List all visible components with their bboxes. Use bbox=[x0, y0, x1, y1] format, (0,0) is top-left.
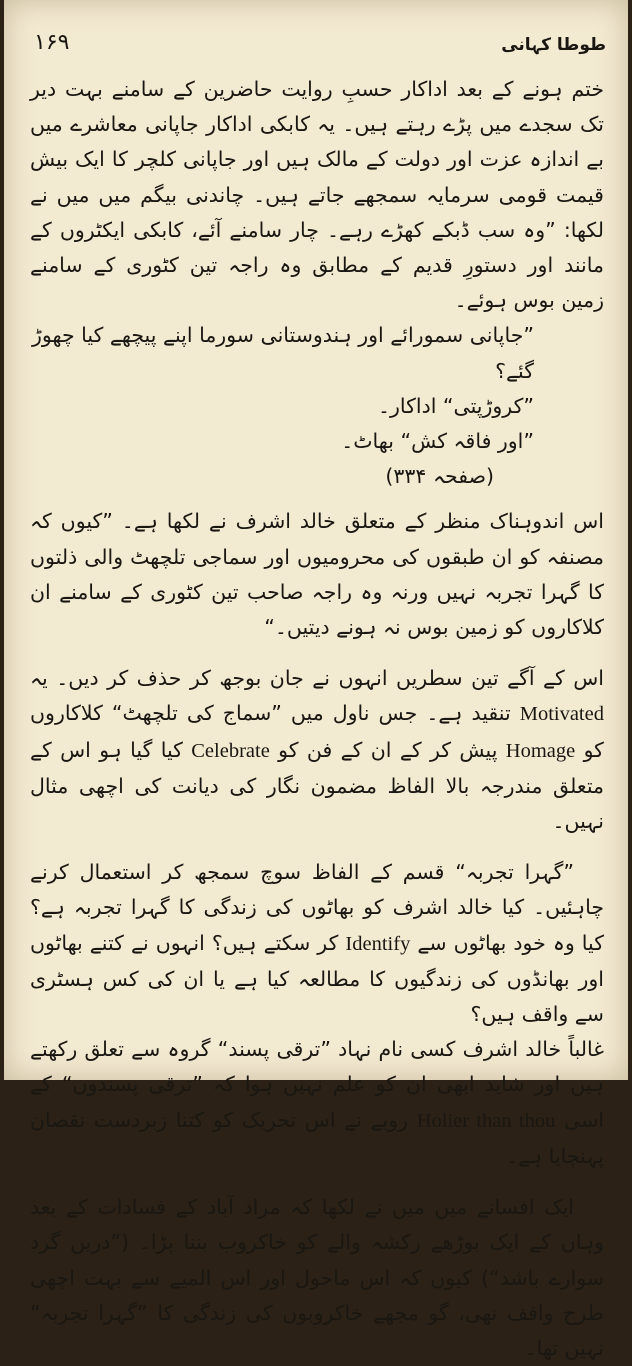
paragraph-4-part-b: کر سکتے ہیں؟ انہوں نے کتنے بھاٹوں اور بھانڈوں کی زندگیوں کا مطالعہ کیا ہے یا ان کی کس ہسٹری سے واقف ہیں؟ bbox=[30, 930, 604, 1027]
english-term-homage: Homage bbox=[505, 739, 576, 762]
paragraph-3-part-b: تنقید ہے۔ جس ناول میں ”سماج کی تلچھٹ“ کلاکاروں کو bbox=[30, 701, 604, 762]
paragraph-1: ختم ہونے کے بعد اداکار حسبِ روایت حاضرین کے سامنے بہت دیر تک سجدے میں پڑے رہتے ہیں۔ یہ کابکی اداکار جاپانی معاشرے میں بے اندازہ عزت اور دولت کے مالک ہیں اور جاپانی کلچر کا ایک بیش قیمت قومی سرمایہ سمجھے جاتے ہیں۔ چاندنی بیگم میں میں نے لکھا: ”وہ سب ڈبکے کھڑے رہے۔ چار سامنے آئے، کابکی ایکٹروں کے مانند اور دستورِ قدیم کے مطابق وہ راجہ تین کٹوری کے سامنے زمین بوس ہوئے۔ bbox=[30, 77, 604, 313]
english-term-identify: Identify bbox=[345, 932, 411, 955]
paragraph-5 bbox=[30, 1032, 604, 1174]
paragraph-4 bbox=[30, 855, 604, 1032]
english-term-celebrate: Celebrate bbox=[191, 739, 270, 762]
paragraph-5-part-a: غالباً خالد اشرف کسی نام نہاد ”ترقی پسند“ گروہ سے تعلق رکھتے ہیں اور شاید ابھی ان کو علم نہیں ہوا کہ ”ترقی پسندوں“ کے اسی bbox=[30, 1037, 604, 1132]
body-text bbox=[30, 72, 604, 1366]
paragraph-2: اس اندوہناک منظر کے متعلق خالد اشرف نے لکھا ہے۔ ”کیوں کہ مصنفہ کو ان طبقوں کی محرومیوں اور سماجی تلچھٹ والی ذلتوں کا گہرا تجربہ نہیں ورنہ وہ راجہ صاحب تین کٹوری کے سامنے ان کلاکاروں کو زمین بوس نہ ہونے دیتیں۔“ bbox=[30, 509, 604, 640]
paragraph-6: ایک افسانے میں میں نے لکھا کہ مراد آباد کے فسادات کے بعد وہاں کے ایک بوڑھے رکشہ والے کو خاکروب بننا پڑا۔ (”دریں گرد سوارے باشد“) کیوں کہ اس ماحول اور اس المیے سے بہت اچھی طرح واقف تھی، گو مجھے خاکروبوں کی زندگی کا ”گہرا تجربہ“ نہیں تھا۔ bbox=[30, 1195, 604, 1360]
page-number: ۱۶۹ bbox=[34, 30, 70, 55]
book-page bbox=[4, 0, 628, 1360]
english-term-holier-than-thou: Holier than thou bbox=[416, 1109, 556, 1132]
running-title: طوطا کہانی bbox=[501, 35, 606, 55]
quote-line-3: ”اور فاقہ کش“ بھاٹ۔ bbox=[341, 429, 534, 454]
paragraph-3-part-d: کیا گیا ہو اس کے متعلق مندرجہ بالا الفاظ مضمون نگار کی دیانت کی اچھی مثال نہیں۔ bbox=[30, 737, 604, 834]
english-term-motivated: Motivated bbox=[519, 703, 604, 726]
paragraph-3-part-c: پیش کر کے ان کے فن کو bbox=[278, 737, 498, 762]
paragraph-5-part-b: رویے نے اس تحریک کو کتنا زبردست نقصان پہنچایا ہے۔ bbox=[30, 1107, 604, 1168]
quote-line-2: ”کروڑپتی“ اداکار۔ bbox=[377, 393, 534, 418]
quote-line-1: ”جاپانی سمورائے اور ہندوستانی سورما اپنے پیچھے کیا چھوڑ گئے؟ bbox=[32, 323, 534, 383]
paragraph-3 bbox=[30, 661, 604, 839]
paragraph-3-part-a: اس کے آگے تین سطریں انہوں نے جان بوجھ کر حذف کر دیں۔ یہ bbox=[30, 666, 604, 691]
page-reference: (صفحہ ۳۳۴) bbox=[385, 464, 494, 489]
paragraph-4-part-a: ”گہرا تجربہ“ قسم کے الفاظ سوچ سمجھ کر استعمال کرنے چاہئیں۔ کیا خالد اشرف کو بھاٹوں کی زندگی کا گہرا تجربہ ہے؟ کیا وہ خود بھاٹوں سے bbox=[30, 860, 604, 955]
